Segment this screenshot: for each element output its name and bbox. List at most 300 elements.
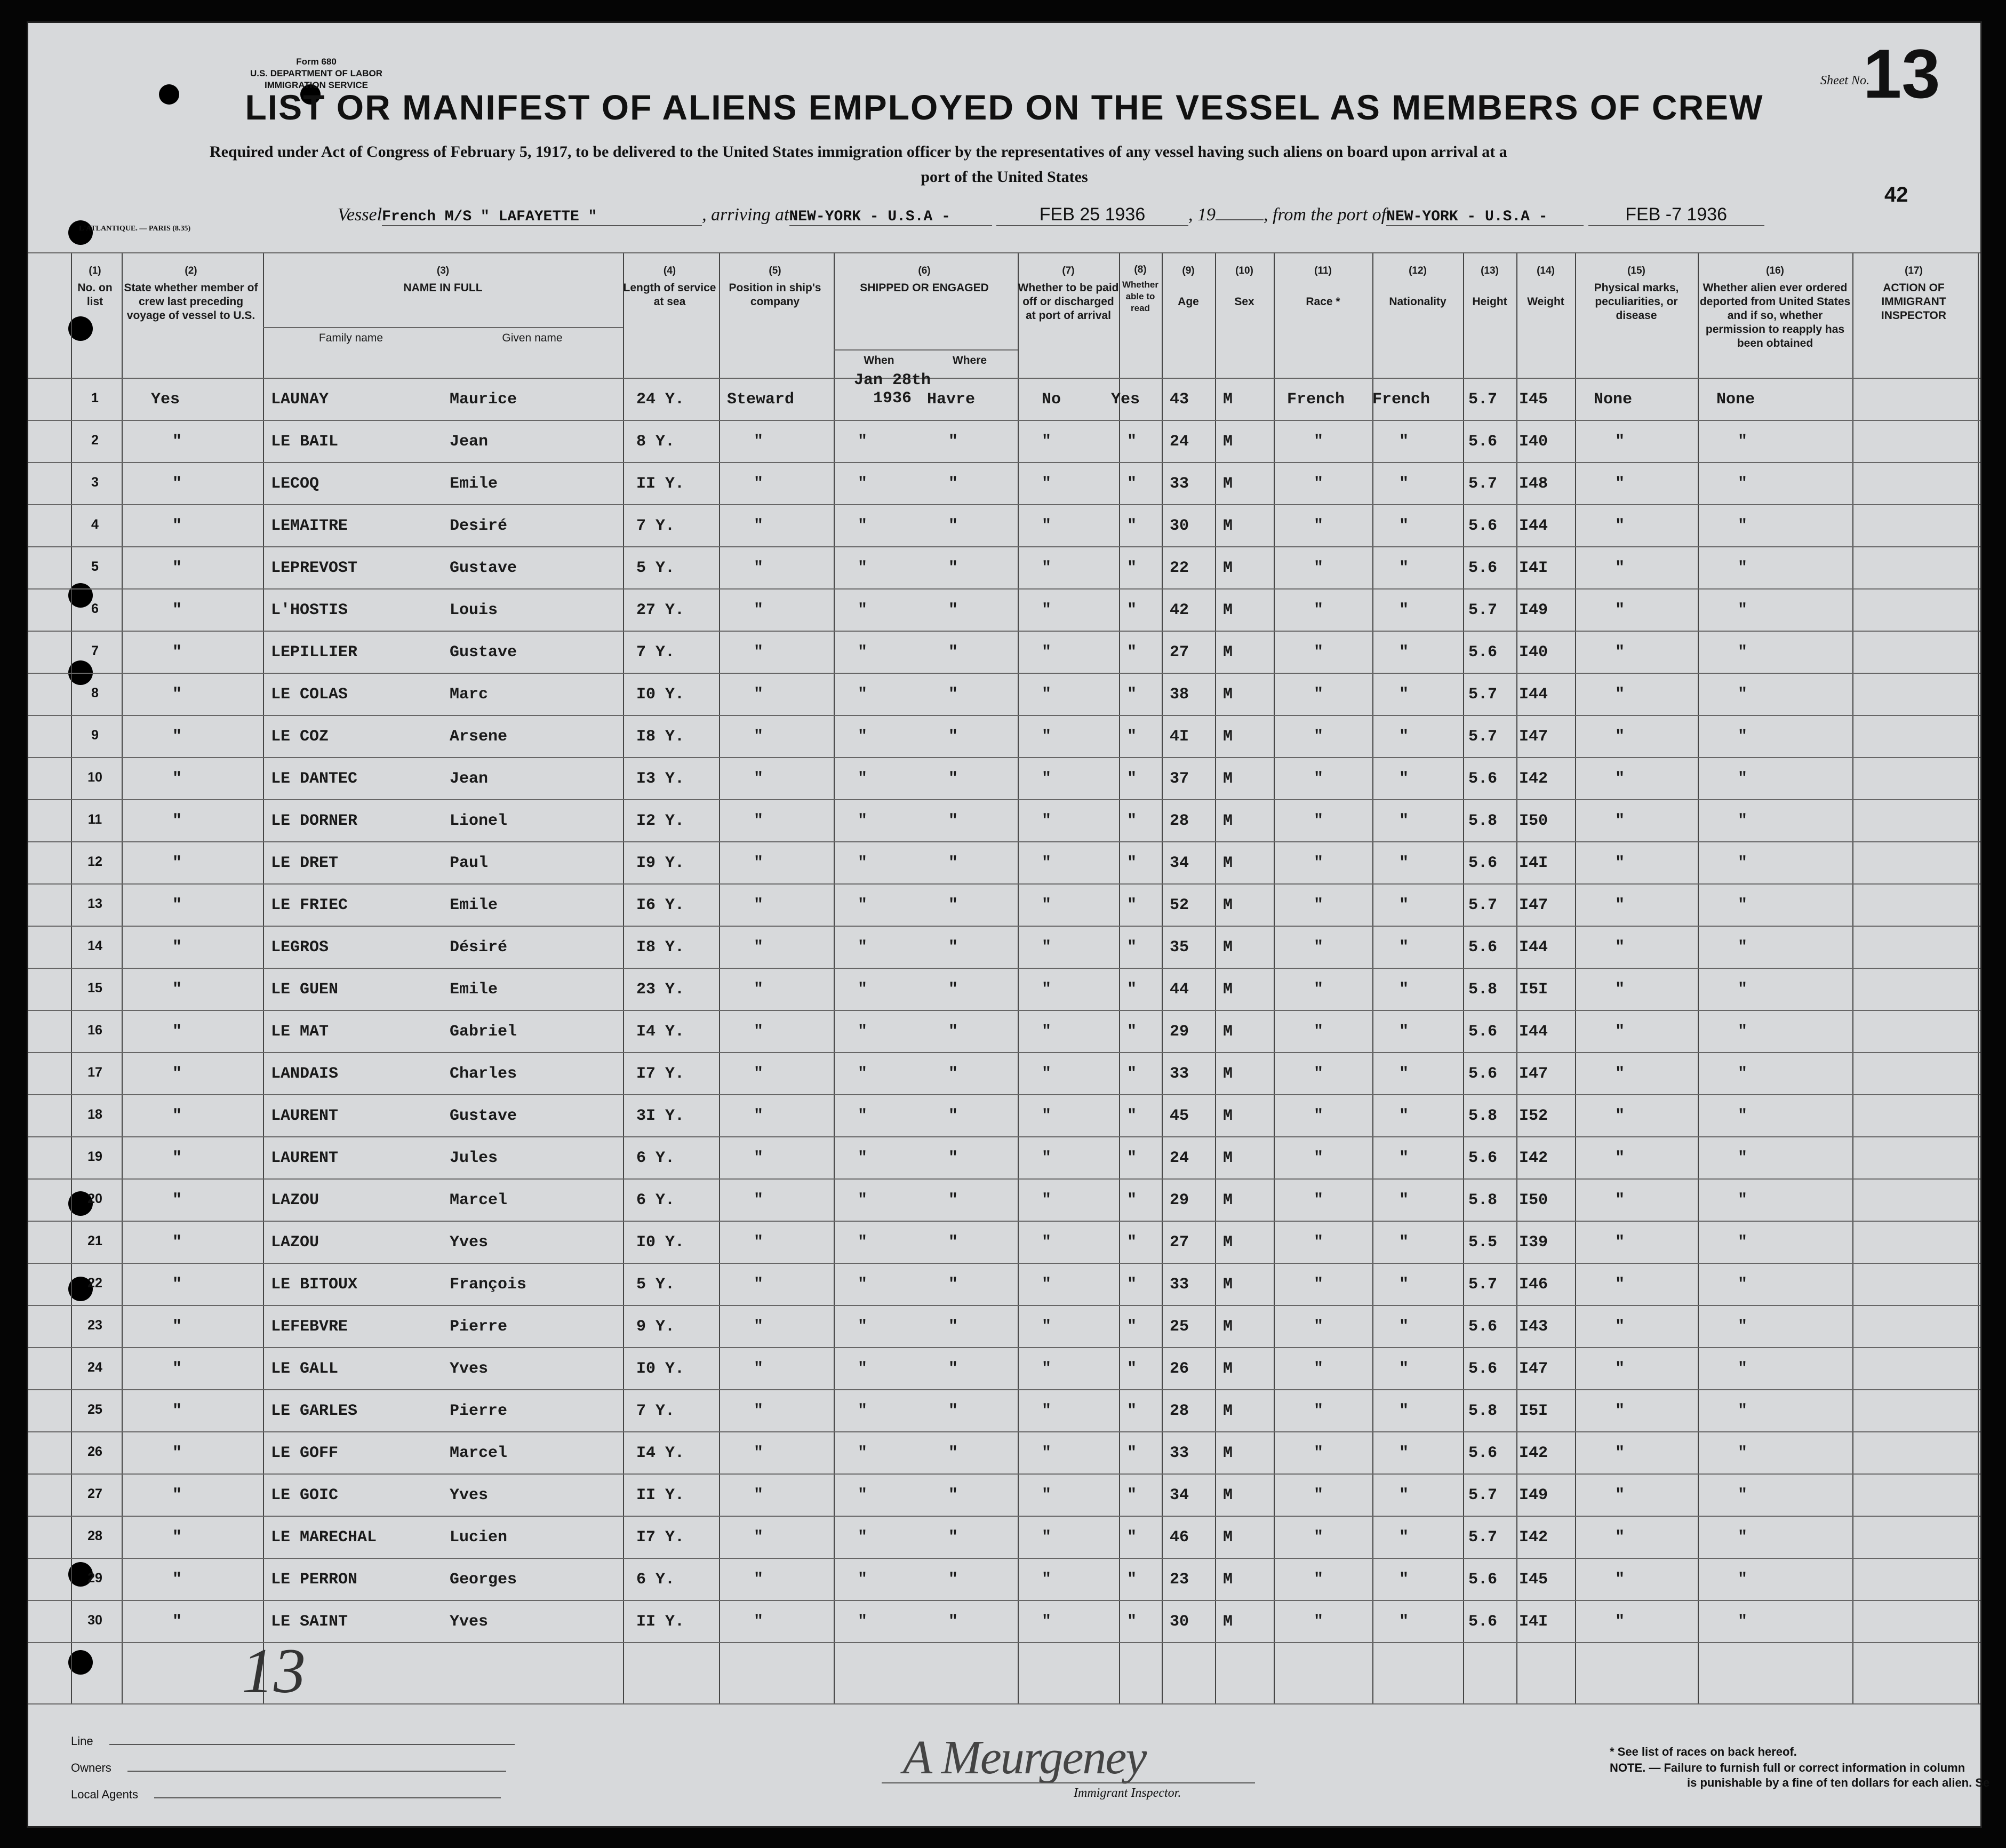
weight-cell: I49 — [1519, 1486, 1548, 1504]
age-cell: 52 — [1170, 896, 1189, 914]
able-to-read-cell: Yes — [1111, 391, 1140, 409]
given-name-cell: Désiré — [450, 938, 508, 957]
shipped-when-cell: " — [858, 1613, 868, 1631]
shipped-where-cell: " — [948, 643, 958, 662]
family-name-cell: LE COLAS — [271, 686, 348, 704]
weight-cell: I43 — [1519, 1318, 1548, 1336]
position-cell: " — [754, 1402, 764, 1420]
height-cell: 5.7 — [1468, 475, 1498, 493]
shipped-when-cell: " — [858, 517, 868, 535]
year-label: , 19 — [1188, 205, 1216, 225]
sex-cell: M — [1223, 812, 1233, 830]
sex-cell: M — [1223, 1571, 1233, 1589]
table-column-rule — [1698, 252, 1699, 1703]
family-name-cell: LANDAIS — [271, 1065, 339, 1083]
family-name-cell: LE BITOUX — [271, 1276, 358, 1294]
family-name-cell: LAURENT — [271, 1149, 339, 1167]
weight-cell: I45 — [1519, 391, 1548, 409]
name-subheader-rule — [263, 327, 623, 328]
family-name-cell: LE DRET — [271, 854, 339, 872]
service-length-cell: I0 Y. — [636, 686, 685, 704]
sex-cell: M — [1223, 1318, 1233, 1336]
row-number: 17 — [87, 1065, 102, 1080]
given-name-cell: Jean — [450, 433, 489, 451]
nationality-cell: " — [1399, 1360, 1409, 1378]
given-name-cell: Gabriel — [450, 1023, 517, 1041]
nationality-cell: " — [1399, 1149, 1409, 1167]
given-name-cell: Gustave — [450, 643, 517, 662]
row-number: 25 — [87, 1402, 102, 1417]
given-name-cell: Pierre — [450, 1402, 508, 1420]
shipped-where-cell: " — [948, 601, 958, 619]
race-cell: " — [1314, 1023, 1324, 1041]
height-cell: 5.7 — [1468, 686, 1498, 704]
row-number: 7 — [91, 643, 99, 658]
position-cell: " — [754, 517, 764, 535]
sex-cell: M — [1223, 1486, 1233, 1504]
row-number: 12 — [87, 854, 102, 869]
race-cell: " — [1314, 686, 1324, 704]
family-name-cell: LE GALL — [271, 1360, 339, 1378]
header-shipped: (6) SHIPPED OR ENGAGED — [860, 265, 989, 294]
row-number: 4 — [91, 517, 99, 532]
prev-voyage-cell: " — [172, 686, 182, 704]
physical-marks-cell: " — [1615, 1233, 1625, 1252]
prev-voyage-cell: " — [172, 1360, 182, 1378]
prev-voyage-cell: " — [172, 1065, 182, 1083]
shipped-where-cell: " — [948, 1191, 958, 1209]
sex-cell: M — [1223, 1360, 1233, 1378]
nationality-cell: " — [1399, 1023, 1409, 1041]
deported-cell: " — [1738, 896, 1748, 914]
race-cell: " — [1314, 643, 1324, 662]
able-to-read-cell: " — [1127, 1318, 1137, 1336]
service-length-cell: 6 Y. — [636, 1571, 675, 1589]
shipped-where-cell: " — [948, 475, 958, 493]
physical-marks-cell: " — [1615, 1613, 1625, 1631]
given-name-cell: Emile — [450, 896, 498, 914]
shipped-where-cell: " — [948, 1276, 958, 1294]
table-row-rule — [28, 1558, 1980, 1559]
row-number: 15 — [87, 981, 102, 995]
paid-off-cell: " — [1042, 1402, 1052, 1420]
weight-cell: I47 — [1519, 896, 1548, 914]
row-number: 14 — [87, 938, 102, 953]
height-cell: 5.8 — [1468, 812, 1498, 830]
prev-voyage-cell: " — [172, 1486, 182, 1504]
weight-cell: I40 — [1519, 643, 1548, 662]
paid-off-cell: " — [1042, 1276, 1052, 1294]
given-name-cell: Emile — [450, 475, 498, 493]
service-length-cell: 9 Y. — [636, 1318, 675, 1336]
service-length-cell: I3 Y. — [636, 770, 685, 788]
position-cell: " — [754, 1023, 764, 1041]
table-row-rule — [28, 1010, 1980, 1011]
race-cell: " — [1314, 1571, 1324, 1589]
age-cell: 27 — [1170, 1233, 1189, 1252]
height-cell: 5.7 — [1468, 1276, 1498, 1294]
sex-cell: M — [1223, 896, 1233, 914]
height-cell: 5.6 — [1468, 1023, 1498, 1041]
sex-cell: M — [1223, 1065, 1233, 1083]
height-cell: 5.7 — [1468, 896, 1498, 914]
position-cell: " — [754, 1276, 764, 1294]
family-name-cell: LEPILLIER — [271, 643, 358, 662]
table-row-rule — [28, 1136, 1980, 1137]
table-bottom-rule — [28, 1703, 1980, 1704]
family-name-cell: LEFEBVRE — [271, 1318, 348, 1336]
nationality-cell: " — [1399, 1402, 1409, 1420]
age-cell: 25 — [1170, 1318, 1189, 1336]
race-cell: " — [1314, 1318, 1324, 1336]
position-cell: " — [754, 938, 764, 957]
prev-voyage-cell: " — [172, 517, 182, 535]
header-where: Where — [952, 354, 987, 367]
able-to-read-cell: " — [1127, 433, 1137, 451]
fine-note: NOTE. — Failure to furnish full or correct information in column — [1610, 1761, 1965, 1774]
row-number: 22 — [87, 1276, 102, 1291]
nationality-cell: " — [1399, 854, 1409, 872]
table-row-rule — [28, 968, 1980, 969]
age-cell: 28 — [1170, 812, 1189, 830]
shipped-when-cell: " — [858, 1360, 868, 1378]
position-cell: " — [754, 1571, 764, 1589]
shipped-when-cell: " — [858, 1023, 868, 1041]
deported-cell: " — [1738, 1191, 1748, 1209]
deported-cell: " — [1738, 854, 1748, 872]
given-name-cell: Georges — [450, 1571, 517, 1589]
weight-cell: I45 — [1519, 1571, 1548, 1589]
given-name-cell: Louis — [450, 601, 498, 619]
weight-cell: I49 — [1519, 601, 1548, 619]
race-cell: " — [1314, 812, 1324, 830]
table-column-rule — [1978, 252, 1979, 1703]
sex-cell: M — [1223, 1444, 1233, 1462]
height-cell: 5.7 — [1468, 601, 1498, 619]
row-number: 6 — [91, 601, 99, 616]
nationality-cell: " — [1399, 1528, 1409, 1547]
given-name-cell: Marcel — [450, 1191, 508, 1209]
service-length-cell: I0 Y. — [636, 1360, 685, 1378]
table-row-rule — [28, 1178, 1980, 1180]
race-cell: " — [1314, 728, 1324, 746]
weight-cell: I40 — [1519, 433, 1548, 451]
arrival-port: NEW-YORK - U.S.A - — [789, 209, 992, 226]
deported-cell: " — [1738, 559, 1748, 577]
sex-cell: M — [1223, 391, 1233, 409]
table-row-rule — [28, 504, 1980, 505]
nationality-cell: " — [1399, 938, 1409, 957]
prev-voyage-cell: " — [172, 854, 182, 872]
physical-marks-cell: " — [1615, 938, 1625, 957]
nationality-cell: " — [1399, 559, 1409, 577]
position-cell: " — [754, 1107, 764, 1125]
physical-marks-cell: " — [1615, 1444, 1625, 1462]
age-cell: 30 — [1170, 517, 1189, 535]
row-number: 11 — [87, 812, 102, 827]
line-label: Line — [71, 1734, 515, 1748]
row-number: 29 — [87, 1571, 102, 1586]
row-number: 5 — [91, 559, 99, 574]
deported-cell: " — [1738, 601, 1748, 619]
age-cell: 42 — [1170, 601, 1189, 619]
weight-cell: I47 — [1519, 1360, 1548, 1378]
weight-cell: I44 — [1519, 938, 1548, 957]
given-name-cell: Yves — [450, 1233, 489, 1252]
service-length-cell: I6 Y. — [636, 896, 685, 914]
shipped-when-cell: " — [858, 981, 868, 999]
table-column-rule — [623, 252, 624, 1703]
prev-voyage-cell: Yes — [151, 391, 180, 409]
sex-cell: M — [1223, 559, 1233, 577]
able-to-read-cell: " — [1127, 559, 1137, 577]
age-cell: 29 — [1170, 1023, 1189, 1041]
prev-voyage-cell: " — [172, 1191, 182, 1209]
position-cell: " — [754, 475, 764, 493]
deported-cell: " — [1738, 1149, 1748, 1167]
weight-cell: I46 — [1519, 1276, 1548, 1294]
weight-cell: I39 — [1519, 1233, 1548, 1252]
weight-cell: I52 — [1519, 1107, 1548, 1125]
given-name-cell: Desiré — [450, 517, 508, 535]
service-length-cell: 5 Y. — [636, 1276, 675, 1294]
sex-cell: M — [1223, 643, 1233, 662]
service-length-cell: 6 Y. — [636, 1191, 675, 1209]
age-cell: 35 — [1170, 938, 1189, 957]
height-cell: 5.6 — [1468, 559, 1498, 577]
row-number: 18 — [87, 1107, 102, 1122]
deported-cell: " — [1738, 433, 1748, 451]
nationality-cell: " — [1399, 1486, 1409, 1504]
page-number: 42 — [1884, 183, 1908, 206]
table-row-rule — [28, 1600, 1980, 1601]
age-cell: 43 — [1170, 391, 1189, 409]
given-name-cell: Charles — [450, 1065, 517, 1083]
height-cell: 5.6 — [1468, 1613, 1498, 1631]
deported-cell: " — [1738, 1318, 1748, 1336]
weight-cell: I50 — [1519, 812, 1548, 830]
paid-off-cell: " — [1042, 1486, 1052, 1504]
paid-off-cell: " — [1042, 1571, 1052, 1589]
arrival-date-stamp: FEB 25 1936 — [996, 204, 1188, 226]
shipped-when-cell: " — [858, 938, 868, 957]
given-name-cell: Yves — [450, 1613, 489, 1631]
able-to-read-cell: " — [1127, 1528, 1137, 1547]
sex-cell: M — [1223, 1107, 1233, 1125]
sex-cell: M — [1223, 981, 1233, 999]
position-cell: " — [754, 1318, 764, 1336]
vessel-name: French M/S " LAFAYETTE " — [382, 209, 702, 226]
table-row-rule — [28, 799, 1980, 800]
physical-marks-cell: " — [1615, 475, 1625, 493]
shipped-where-cell: " — [948, 1486, 958, 1504]
prev-voyage-cell: " — [172, 1613, 182, 1631]
prev-voyage-cell: " — [172, 1023, 182, 1041]
service-length-cell: I8 Y. — [636, 938, 685, 957]
deported-cell: " — [1738, 1276, 1748, 1294]
row-number: 23 — [87, 1318, 102, 1333]
physical-marks-cell: " — [1615, 981, 1625, 999]
manifest-sheet — [27, 21, 1990, 1828]
given-name-cell: Marc — [450, 686, 489, 704]
sex-cell: M — [1223, 1191, 1233, 1209]
nationality-cell: " — [1399, 981, 1409, 999]
height-cell: 5.6 — [1468, 1360, 1498, 1378]
race-cell: " — [1314, 896, 1324, 914]
age-cell: 46 — [1170, 1528, 1189, 1547]
given-name-cell: Yves — [450, 1486, 489, 1504]
age-cell: 37 — [1170, 770, 1189, 788]
height-cell: 5.6 — [1468, 770, 1498, 788]
weight-cell: I4I — [1519, 854, 1548, 872]
prev-voyage-cell: " — [172, 1571, 182, 1589]
height-cell: 5.6 — [1468, 433, 1498, 451]
sex-cell: M — [1223, 1402, 1233, 1420]
shipped-when-cell: " — [858, 1444, 868, 1462]
header-deported: (16) Whether alien ever ordered deported from United States and if so, whether permission to reapply has been obtained — [1699, 265, 1851, 349]
shipped-when-cell: " — [858, 433, 868, 451]
form-id-block — [247, 56, 386, 91]
sex-cell: M — [1223, 517, 1233, 535]
physical-marks-cell: " — [1615, 601, 1625, 619]
position-cell: " — [754, 643, 764, 662]
service-length-cell: I8 Y. — [636, 728, 685, 746]
race-cell: " — [1314, 770, 1324, 788]
race-cell: " — [1314, 1276, 1324, 1294]
family-name-cell: LAUNAY — [271, 391, 329, 409]
service-length-cell: II Y. — [636, 475, 685, 493]
paid-off-cell: " — [1042, 1318, 1052, 1336]
physical-marks-cell: None — [1594, 391, 1633, 409]
height-cell: 5.5 — [1468, 1233, 1498, 1252]
given-name-cell: Lucien — [450, 1528, 508, 1547]
age-cell: 34 — [1170, 854, 1189, 872]
height-cell: 5.6 — [1468, 938, 1498, 957]
physical-marks-cell: " — [1615, 1571, 1625, 1589]
sex-cell: M — [1223, 1613, 1233, 1631]
family-name-cell: LE MAT — [271, 1023, 329, 1041]
shipped-where-cell: " — [948, 686, 958, 704]
table-column-rule — [1018, 252, 1019, 1703]
family-name-cell: LE DANTEC — [271, 770, 358, 788]
height-cell: 5.8 — [1468, 1191, 1498, 1209]
able-to-read-cell: " — [1127, 770, 1137, 788]
race-cell: " — [1314, 1528, 1324, 1547]
physical-marks-cell: " — [1615, 1107, 1625, 1125]
shipped-where-cell: " — [948, 981, 958, 999]
prev-voyage-cell: " — [172, 643, 182, 662]
nationality-cell: " — [1399, 1444, 1409, 1462]
nationality-cell: " — [1399, 812, 1409, 830]
age-cell: 4I — [1170, 728, 1189, 746]
position-cell: " — [754, 896, 764, 914]
sex-cell: M — [1223, 854, 1233, 872]
position-cell: " — [754, 1191, 764, 1209]
row-number: 10 — [87, 770, 102, 785]
table-row-rule — [28, 631, 1980, 632]
weight-cell: I50 — [1519, 1191, 1548, 1209]
row-number: 21 — [87, 1233, 102, 1248]
weight-cell: I47 — [1519, 728, 1548, 746]
deported-cell: " — [1738, 812, 1748, 830]
deported-cell: None — [1716, 391, 1755, 409]
table-column-rule — [263, 252, 264, 1703]
physical-marks-cell: " — [1615, 728, 1625, 746]
age-cell: 38 — [1170, 686, 1189, 704]
row-number: 24 — [87, 1360, 102, 1375]
shipped-when-cell: " — [858, 728, 868, 746]
header-read: (8) Whether able to read — [1122, 264, 1158, 313]
able-to-read-cell: " — [1127, 728, 1137, 746]
given-name-cell: Jean — [450, 770, 489, 788]
handwritten-count: 13 — [242, 1635, 306, 1706]
deported-cell: " — [1738, 938, 1748, 957]
deported-cell: " — [1738, 1444, 1748, 1462]
header-no: (1) No. on list — [77, 265, 113, 308]
shipped-when-cell: " — [858, 1191, 868, 1209]
deported-cell: " — [1738, 686, 1748, 704]
age-cell: 33 — [1170, 1444, 1189, 1462]
age-cell: 26 — [1170, 1360, 1189, 1378]
age-cell: 28 — [1170, 1402, 1189, 1420]
age-cell: 24 — [1170, 1149, 1189, 1167]
header-nationality: (12) Nationality — [1389, 265, 1446, 308]
shipped-when-cell: " — [858, 559, 868, 577]
shipped-when-cell: " — [858, 1486, 868, 1504]
deported-cell: " — [1738, 728, 1748, 746]
shipped-when-cell: " — [858, 1318, 868, 1336]
prev-voyage-cell: " — [172, 475, 182, 493]
header-service: (4) Length of service at sea — [623, 265, 716, 308]
paid-off-cell: " — [1042, 686, 1052, 704]
able-to-read-cell: " — [1127, 938, 1137, 957]
given-name-cell: François — [450, 1276, 527, 1294]
sheet-number: 13 — [1863, 35, 1940, 113]
shipped-when-cell: " — [858, 854, 868, 872]
family-name-cell: LE COZ — [271, 728, 329, 746]
able-to-read-cell: " — [1127, 517, 1137, 535]
shipped-where-cell: " — [948, 1360, 958, 1378]
prev-voyage-cell: " — [172, 896, 182, 914]
prev-voyage-cell: " — [172, 601, 182, 619]
height-cell: 5.7 — [1468, 391, 1498, 409]
table-column-rule — [834, 252, 835, 1703]
shipped-where-cell: " — [948, 938, 958, 957]
service-length-cell: I7 Y. — [636, 1528, 685, 1547]
departure-date-stamp: FEB -7 1936 — [1588, 204, 1764, 226]
able-to-read-cell: " — [1127, 1233, 1137, 1252]
from-label: , from the port of — [1264, 205, 1387, 225]
position-cell: " — [754, 854, 764, 872]
family-name-cell: LE GOIC — [271, 1486, 339, 1504]
table-row-rule — [28, 883, 1980, 885]
position-cell: " — [754, 1065, 764, 1083]
table-row-rule — [28, 588, 1980, 590]
shipped-when-cell: " — [858, 896, 868, 914]
row-number: 19 — [87, 1149, 102, 1164]
family-name-cell: LE MARECHAL — [271, 1528, 377, 1547]
deported-cell: " — [1738, 1360, 1748, 1378]
height-cell: 5.6 — [1468, 1318, 1498, 1336]
physical-marks-cell: " — [1615, 1486, 1625, 1504]
header-age: (9) Age — [1178, 265, 1199, 308]
race-cell: " — [1314, 559, 1324, 577]
paid-off-cell: " — [1042, 1444, 1052, 1462]
height-cell: 5.6 — [1468, 1571, 1498, 1589]
row-number: 20 — [87, 1191, 102, 1206]
height-cell: 5.7 — [1468, 1528, 1498, 1547]
physical-marks-cell: " — [1615, 1065, 1625, 1083]
